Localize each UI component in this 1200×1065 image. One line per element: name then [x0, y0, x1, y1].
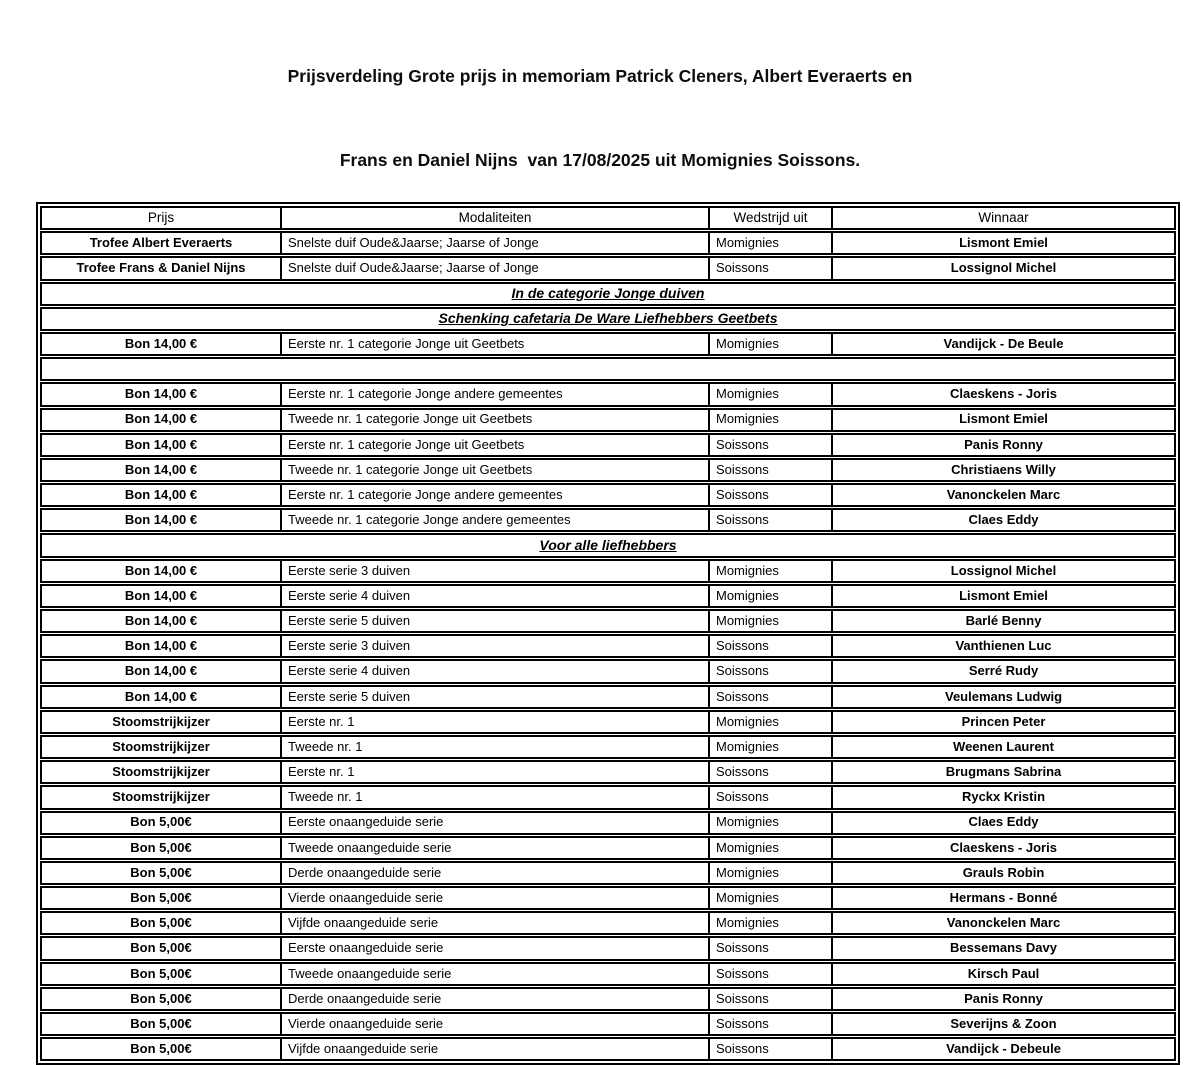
- cell-modaliteiten: Tweede nr. 1 categorie Jonge andere gemeentes: [280, 510, 708, 530]
- table-row: [40, 836, 1176, 860]
- cell-prijs: Bon 5,00€: [130, 990, 192, 1006]
- cell-prijs: Bon 14,00 €: [124, 386, 198, 402]
- cell-winnaar: Lismont Emiel: [831, 233, 1174, 253]
- cell-wedstrijd-uit: Soissons: [708, 485, 831, 505]
- table-row: [40, 911, 1176, 935]
- table-row: [40, 659, 1176, 683]
- cell-winnaar: Christiaens Willy: [831, 460, 1174, 480]
- prize-table-rows: [40, 206, 1176, 1061]
- cell-prijs: Trofee Albert Everaerts: [89, 235, 233, 251]
- cell-modaliteiten: Tweede nr. 1: [280, 737, 708, 757]
- table-row: [40, 433, 1176, 457]
- cell-wedstrijd-uit: Momignies: [708, 334, 831, 354]
- cell-wedstrijd-uit: Soissons: [708, 1039, 831, 1059]
- cell-wedstrijd-uit: Momignies: [708, 611, 831, 631]
- cell-prijs: Bon 14,00 €: [124, 512, 198, 528]
- table-row: [40, 861, 1176, 885]
- cell-modaliteiten: Tweede nr. 1 categorie Jonge uit Geetbets: [280, 410, 708, 430]
- cell-winnaar: Claeskens - Joris: [831, 838, 1174, 858]
- cell-winnaar: Claeskens - Joris: [831, 384, 1174, 404]
- cell-prijs: Stoomstrijkijzer: [112, 764, 210, 780]
- cell-modaliteiten: Eerste nr. 1: [280, 762, 708, 782]
- cell-modaliteiten: Eerste serie 4 duiven: [280, 661, 708, 681]
- cell-winnaar: Barlé Benny: [831, 611, 1174, 631]
- header-cell-wedstrijd-uit: Wedstrijd uit: [708, 208, 831, 228]
- cell-wedstrijd-uit: Momignies: [708, 838, 831, 858]
- cell-wedstrijd-uit: Momignies: [708, 813, 831, 833]
- cell-modaliteiten: Eerste onaangeduide serie: [280, 813, 708, 833]
- cell-wedstrijd-uit: Soissons: [708, 460, 831, 480]
- table-row: [40, 458, 1176, 482]
- table-row: [40, 710, 1176, 734]
- cell-modaliteiten: Tweede nr. 1: [280, 787, 708, 807]
- cell-prijs: Stoomstrijkijzer: [112, 738, 210, 754]
- cell-modaliteiten: Vierde onaangeduide serie: [280, 888, 708, 908]
- cell-wedstrijd-uit: Momignies: [708, 561, 831, 581]
- table-row: [40, 332, 1176, 356]
- cell-modaliteiten: Tweede onaangeduide serie: [280, 838, 708, 858]
- cell-modaliteiten: Vijfde onaangeduide serie: [280, 913, 708, 933]
- cell-winnaar: Claes Eddy: [831, 510, 1174, 530]
- cell-prijs: Bon 14,00 €: [124, 411, 198, 427]
- cell-winnaar: Vandijck - De Beule: [831, 334, 1174, 354]
- cell-wedstrijd-uit: Soissons: [708, 964, 831, 984]
- cell-modaliteiten: Eerste serie 4 duiven: [280, 586, 708, 606]
- cell-winnaar: Panis Ronny: [831, 989, 1174, 1009]
- cell-winnaar: Vandijck - Debeule: [831, 1039, 1174, 1059]
- cell-modaliteiten: Eerste serie 5 duiven: [280, 611, 708, 631]
- cell-winnaar: Princen Peter: [831, 712, 1174, 732]
- cell-wedstrijd-uit: Momignies: [708, 863, 831, 883]
- cell-prijs: Bon 14,00 €: [124, 487, 198, 502]
- section-label: Schenking cafetaria De Ware Liefhebbers Geetbets: [438, 310, 778, 327]
- cell-wedstrijd-uit: Soissons: [708, 687, 831, 707]
- table-row: [40, 408, 1176, 432]
- cell-wedstrijd-uit: Soissons: [708, 636, 831, 656]
- table-row: [40, 231, 1176, 255]
- table-row: [40, 685, 1176, 709]
- table-row: [40, 760, 1176, 784]
- cell-winnaar: Ryckx Kristin: [831, 787, 1174, 807]
- cell-modaliteiten: Eerste nr. 1 categorie Jonge andere gemeentes: [280, 384, 708, 404]
- cell-prijs: Bon 14,00 €: [124, 436, 198, 452]
- header-cell-prijs: Prijs: [147, 209, 175, 225]
- cell-wedstrijd-uit: Momignies: [708, 712, 831, 732]
- cell-prijs: Bon 14,00 €: [124, 688, 198, 704]
- cell-modaliteiten: Eerste nr. 1 categorie Jonge uit Geetbets: [280, 435, 708, 455]
- cell-wedstrijd-uit: Momignies: [708, 233, 831, 253]
- cell-prijs: Bon 14,00 €: [124, 587, 198, 603]
- cell-winnaar: Vanonckelen Marc: [831, 913, 1174, 933]
- table-row: [40, 886, 1176, 910]
- cell-modaliteiten: Eerste nr. 1: [280, 712, 708, 732]
- table-row: [40, 962, 1176, 986]
- table-row: [40, 483, 1176, 507]
- table-row: [40, 1037, 1176, 1061]
- cell-winnaar: Kirsch Paul: [831, 964, 1174, 984]
- cell-modaliteiten: Tweede onaangeduide serie: [280, 964, 708, 984]
- cell-wedstrijd-uit: Momignies: [708, 737, 831, 757]
- cell-modaliteiten: Derde onaangeduide serie: [280, 863, 708, 883]
- table-row: [40, 584, 1176, 608]
- section-row: [40, 533, 1176, 557]
- empty-cell: [42, 359, 1174, 379]
- cell-winnaar: Severijns & Zoon: [831, 1014, 1174, 1034]
- cell-winnaar: Grauls Robin: [831, 863, 1174, 883]
- table-row: [40, 735, 1176, 759]
- cell-prijs: Bon 5,00€: [130, 890, 192, 905]
- cell-modaliteiten: Vierde onaangeduide serie: [280, 1014, 708, 1034]
- cell-prijs: Bon 14,00 €: [124, 562, 198, 578]
- cell-prijs: Bon 14,00 €: [124, 612, 198, 628]
- cell-winnaar: Hermans - Bonné: [831, 888, 1174, 908]
- cell-modaliteiten: Vijfde onaangeduide serie: [280, 1039, 708, 1059]
- table-row: [40, 936, 1176, 960]
- cell-modaliteiten: Eerste nr. 1 categorie Jonge andere gemeentes: [280, 485, 708, 505]
- cell-wedstrijd-uit: Momignies: [708, 913, 831, 933]
- cell-modaliteiten: Snelste duif Oude&Jaarse; Jaarse of Jonge: [280, 258, 708, 278]
- cell-winnaar: Lismont Emiel: [831, 586, 1174, 606]
- cell-wedstrijd-uit: Momignies: [708, 384, 831, 404]
- cell-prijs: Bon 14,00 €: [124, 461, 198, 477]
- cell-winnaar: Panis Ronny: [831, 435, 1174, 455]
- table-row: [40, 634, 1176, 658]
- section-row: [40, 282, 1176, 306]
- cell-winnaar: Weenen Laurent: [831, 737, 1174, 757]
- cell-prijs: Bon 14,00 €: [124, 335, 198, 351]
- cell-winnaar: Veulemans Ludwig: [831, 687, 1174, 707]
- cell-modaliteiten: Eerste serie 5 duiven: [280, 687, 708, 707]
- table-row: [40, 609, 1176, 633]
- cell-modaliteiten: Eerste onaangeduide serie: [280, 938, 708, 958]
- table-row: [40, 987, 1176, 1011]
- cell-wedstrijd-uit: Soissons: [708, 989, 831, 1009]
- cell-winnaar: Vanonckelen Marc: [831, 485, 1174, 505]
- cell-modaliteiten: Tweede nr. 1 categorie Jonge uit Geetbets: [280, 460, 708, 480]
- cell-prijs: Bon 14,00 €: [124, 638, 198, 654]
- table-header-row: [40, 206, 1176, 230]
- cell-prijs: Bon 5,00€: [130, 940, 192, 956]
- cell-winnaar: Lossignol Michel: [831, 258, 1174, 278]
- cell-wedstrijd-uit: Soissons: [708, 258, 831, 278]
- section-row: [40, 307, 1176, 331]
- cell-prijs: Bon 5,00€: [130, 839, 192, 855]
- table-row: [40, 1012, 1176, 1036]
- table-row: [40, 256, 1176, 280]
- cell-modaliteiten: Eerste serie 3 duiven: [280, 636, 708, 656]
- table-row: [40, 382, 1176, 406]
- page-title: [0, 0, 1200, 202]
- section-label: In de categorie Jonge duiven: [511, 284, 705, 301]
- cell-prijs: Bon 5,00€: [130, 1041, 192, 1057]
- cell-wedstrijd-uit: Soissons: [708, 938, 831, 958]
- cell-winnaar: Lismont Emiel: [831, 410, 1174, 430]
- cell-winnaar: Bessemans Davy: [831, 938, 1174, 958]
- cell-wedstrijd-uit: Soissons: [708, 435, 831, 455]
- table-row: [40, 785, 1176, 809]
- cell-winnaar: Serré Rudy: [831, 661, 1174, 681]
- cell-prijs: Bon 5,00€: [130, 915, 192, 931]
- cell-prijs: Stoomstrijkijzer: [112, 789, 210, 805]
- cell-modaliteiten: Snelste duif Oude&Jaarse; Jaarse of Jonge: [280, 233, 708, 253]
- cell-wedstrijd-uit: Soissons: [708, 762, 831, 782]
- header-cell-modaliteiten: Modaliteiten: [280, 208, 708, 228]
- page-title-line2: Frans en Daniel Nijns van 17/08/2025 uit Momignies Soissons.: [339, 150, 861, 170]
- page-title-line1: Prijsverdeling Grote prijs in memoriam Patrick Cleners, Albert Everaerts en: [287, 66, 913, 86]
- cell-modaliteiten: Eerste serie 3 duiven: [280, 561, 708, 581]
- cell-winnaar: Lossignol Michel: [831, 561, 1174, 581]
- cell-prijs: Bon 5,00€: [130, 1015, 192, 1031]
- empty-row: [40, 357, 1176, 381]
- cell-prijs: Bon 5,00€: [130, 864, 192, 880]
- cell-modaliteiten: Derde onaangeduide serie: [280, 989, 708, 1009]
- cell-wedstrijd-uit: Soissons: [708, 787, 831, 807]
- prize-table: [36, 202, 1180, 1065]
- cell-wedstrijd-uit: Momignies: [708, 888, 831, 908]
- section-label: Voor alle liefhebbers: [539, 536, 677, 553]
- table-row: [40, 811, 1176, 835]
- cell-prijs: Bon 14,00 €: [124, 663, 198, 679]
- cell-winnaar: Vanthienen Luc: [831, 636, 1174, 656]
- cell-wedstrijd-uit: Momignies: [708, 586, 831, 606]
- cell-wedstrijd-uit: Soissons: [708, 1014, 831, 1034]
- table-row: [40, 508, 1176, 532]
- cell-wedstrijd-uit: Momignies: [708, 410, 831, 430]
- cell-prijs: Bon 5,00€: [130, 814, 192, 830]
- cell-winnaar: Claes Eddy: [831, 813, 1174, 833]
- cell-modaliteiten: Eerste nr. 1 categorie Jonge uit Geetbets: [280, 334, 708, 354]
- cell-wedstrijd-uit: Soissons: [708, 510, 831, 530]
- header-cell-winnaar: Winnaar: [831, 208, 1174, 228]
- cell-prijs: Bon 5,00€: [130, 965, 192, 981]
- cell-winnaar: Brugmans Sabrina: [831, 762, 1174, 782]
- cell-prijs: Trofee Frans & Daniel Nijns: [76, 260, 246, 276]
- table-row: [40, 559, 1176, 583]
- cell-prijs: Stoomstrijkijzer: [112, 713, 210, 729]
- cell-wedstrijd-uit: Soissons: [708, 661, 831, 681]
